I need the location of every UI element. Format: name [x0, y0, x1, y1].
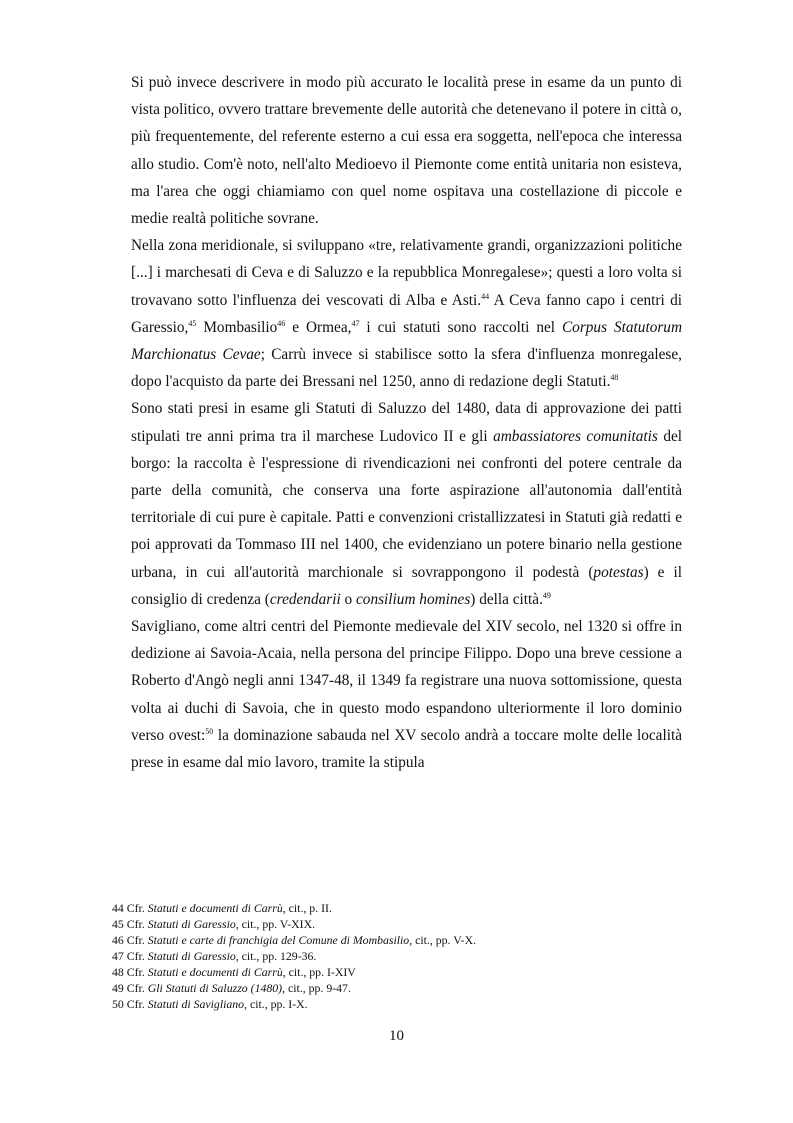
footnote-title: Statuti di Garessio	[147, 949, 236, 963]
text-run: Nella zona meridionale, si sviluppano «tre, relativamente grandi, organizzazioni politiche [...] i marchesati di Ceva e di Saluzzo e la repubblica Monregalese»; questi a loro volta si trovavano sotto l'influenza dei vescovati di Alba e Asti.	[131, 237, 682, 309]
footnote-reference: 46	[277, 318, 286, 328]
footnote-citation: , cit., pp. 9-47.	[282, 981, 351, 995]
footnote-prefix: Cfr.	[126, 933, 148, 947]
footnote-prefix: Cfr.	[126, 901, 148, 915]
paragraph	[131, 232, 682, 395]
footnote-number: 44	[112, 901, 124, 915]
paragraph	[131, 69, 682, 232]
footnote-reference: 48	[610, 373, 619, 383]
footnote-title: Statuti e carte di franchigia del Comune di Mombasilio	[147, 933, 410, 947]
footnote-prefix: Cfr.	[126, 981, 148, 995]
text-run: i cui statuti sono raccolti nel	[359, 318, 562, 336]
text-run: e Ormea,	[285, 318, 352, 336]
footnote-citation: , cit., pp. I-X.	[244, 997, 308, 1011]
text-run: A Ceva fanno capo i centri di Garessio,	[131, 291, 683, 336]
footnote-title: Statuti di Garessio	[147, 917, 236, 931]
paragraph	[131, 613, 682, 776]
footnote-reference: 44	[481, 291, 490, 301]
footnote-citation: , cit., pp. I-XIV	[282, 965, 356, 979]
body-text	[131, 69, 682, 776]
footnote	[112, 948, 692, 964]
footnote-title: Statuti di Savigliano	[147, 997, 245, 1011]
paragraph	[131, 395, 682, 613]
text-run: o	[340, 590, 356, 608]
footnote-title: Statuti e documenti di Carrù	[147, 901, 283, 915]
text-run: ; Carrù invece si stabilisce sotto la sfera d'influenza monregalese, dopo l'acquisto da parte dei Bressani nel 1250, anno di redazione degli Statuti.	[131, 346, 682, 391]
footnote-prefix: Cfr.	[126, 917, 148, 931]
footnote-prefix: Cfr.	[126, 997, 148, 1011]
text-run: ) della città.	[470, 590, 543, 608]
footnote-number: 50	[112, 997, 124, 1011]
footnote	[112, 980, 692, 996]
footnote-citation: , cit., p. II.	[282, 901, 332, 915]
footnotes	[112, 900, 692, 1012]
footnote-prefix: Cfr.	[126, 965, 148, 979]
italic-term: potestas	[593, 563, 644, 581]
footnote-reference: 47	[351, 318, 360, 328]
footnote-number: 48	[112, 965, 124, 979]
italic-term: Corpus Statutorum Marchionatus Cevae	[131, 318, 682, 364]
footnote-reference: 49	[542, 590, 551, 600]
italic-term: ambassiatores comunitatis	[493, 427, 658, 445]
text-run: la dominazione sabauda nel XV secolo andrà a toccare molte delle località prese in esame dal mio lavoro, tramite la stipula	[131, 726, 683, 772]
footnote-number: 49	[112, 981, 124, 995]
footnote-reference: 45	[188, 318, 197, 328]
text-run: Si può invece descrivere in modo più accurato le località prese in esame da un punto di vista politico, ovvero trattare brevemente delle autorità che detenevano il potere in città o, più frequentemente, del referente esterno a cui essa era soggetta, nell'epoca che interessa allo studio. Com'è noto, nell'alto Medioevo il Piemonte come entità unitaria non esisteva, ma l'area che oggi chiamiamo con quel nome ospitava una costellazione di piccole e medie realtà politiche sovrane.	[131, 74, 682, 228]
footnote-number: 45	[112, 917, 124, 931]
page-number: 10	[389, 1028, 404, 1044]
italic-term: consilium homines	[356, 590, 471, 608]
footnote	[112, 932, 692, 948]
text-run: Mombasilio	[196, 318, 278, 336]
footnote	[112, 916, 692, 932]
text-run: del borgo: la raccolta è l'espressione di rivendicazioni nei confronti del potere centrale da parte della comunità, che conserva una forte aspirazione all'autonomia dall'entità territoriale di cui pure è capitale. Patti e convenzioni cristallizzatesi in Statuti già redatti e poi approvati da Tommaso III nel 1400, che evidenziano un potere binario nella gestione urbana, in cui all'autorità marchionale si sovrappongono il podestà (	[131, 427, 683, 581]
footnote-prefix: Cfr.	[126, 949, 148, 963]
footnote-title: Statuti e documenti di Carrù	[147, 965, 283, 979]
footnote-citation: , cit., pp. V-X.	[409, 933, 477, 947]
italic-term: credendarii	[269, 590, 341, 608]
footnote-number: 47	[112, 949, 124, 963]
text-run: ) e il consiglio di credenza (	[131, 563, 682, 608]
text-run: Sono stati presi in esame gli Statuti di Saluzzo del 1480, data di approvazione dei patti stipulati tre anni prima tra il marchese Ludovico II e gli	[131, 400, 682, 445]
text-run: Savigliano, come altri centri del Piemonte medievale del XIV secolo, nel 1320 si offre in dedizione ai Savoia-Acaia, nella persona del principe Filippo. Dopo una breve cessione a Roberto d'Angò negli anni 1347-48, il 1349 fa registrare una nuova sottomissione, questa volta ai duchi di Savoia, che in questo modo espandono ulteriormente il loro dominio verso ovest:	[131, 618, 682, 744]
footnote	[112, 996, 692, 1012]
footnote-citation: , cit., pp. 129-36.	[235, 949, 317, 963]
footnote-number: 46	[112, 933, 124, 947]
footnote-title: Gli Statuti di Saluzzo (1480)	[147, 981, 283, 995]
footnote-citation: , cit., pp. V-XIX.	[235, 917, 316, 931]
footnote	[112, 900, 692, 916]
footnote-reference: 50	[205, 726, 214, 736]
footnote	[112, 964, 692, 980]
